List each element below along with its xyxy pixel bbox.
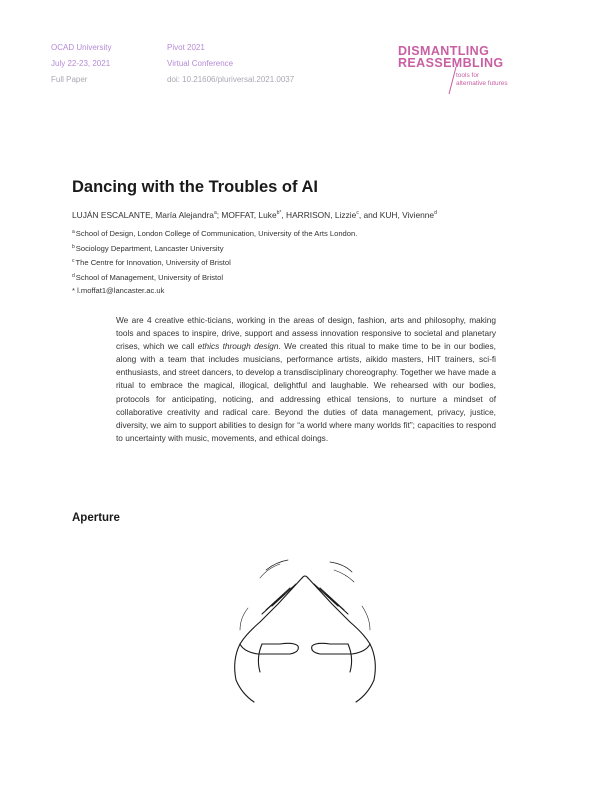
paper-title: Dancing with the Troubles of AI <box>72 178 318 196</box>
header-university: OCAD University <box>51 43 112 52</box>
abstract-emphasis: ethics through design <box>197 341 279 352</box>
header-column-venue <box>51 40 111 88</box>
header-conference-format: Virtual Conference <box>167 59 234 68</box>
section-heading-aperture: Aperture <box>72 512 120 524</box>
header-paper-type: Full Paper <box>51 75 88 84</box>
author-4: , and KUH, Vivienne <box>358 210 435 220</box>
logo-tagline-line2: alternative futures <box>456 80 508 87</box>
header-column-conference <box>167 40 294 88</box>
header-conference-name: Pivot 2021 <box>167 43 205 52</box>
author-3-affil-mark: c <box>356 210 359 216</box>
hands-triangle-illustration <box>210 548 400 708</box>
author-1: LUJÁN ESCALANTE, María Alejandra <box>72 210 214 220</box>
affiliation-item: $^d$School of Management, University of Bristol <box>72 272 224 282</box>
affiliation-item: $^b$Sociology Department, Lancaster University <box>72 243 224 253</box>
affiliation-item: $^c$The Centre for Innovation, University of Bristol <box>72 258 231 267</box>
logo-tagline <box>456 72 508 88</box>
corresponding-author-email[interactable]: * l.moffat1@lancaster.ac.uk <box>72 286 165 295</box>
abstract-paragraph: We are 4 creative ethic-ticians, working in the areas of design, fashion, arts and philosophy, making tools and spaces to inspire, drive, support and assess innovation responsive to societal and planetary crises, which we call ethics through design. We created this ritual to make time to be in our bodies, along with a team that includes musicians, performance artists, aikido masters, HIT trainers, sci-fi enthusiasts, and street dancers, to develop a transdisciplinary choreography. Together we have made a ritual to embrace the magical, illogical, delightful and laughable. We rehearsed with our bodies, protocols for anticipating, noticing, and addressing ethical tensions, to nurture a mindset of collaborative creativity and radical care. Beyond the duties of data management, privacy, justice, diversity, we aim to support abilities to design for “a world where many worlds fit”; capacities to respond to uncertainty with music, movements, and ethical doings. <box>116 315 496 443</box>
header-doi[interactable]: doi: 10.21606/pluriversal.2021.0037 <box>167 75 295 84</box>
affiliation-item: $^a$School of Design, London College of Communication, University of the Arts London. <box>72 229 358 238</box>
logo-tagline-line1: tools for <box>456 72 480 79</box>
conference-logo <box>398 42 558 92</box>
affiliation-list <box>72 226 357 298</box>
logo-line-reassembling: REASSEMBLING <box>398 56 504 70</box>
author-2: ; MOFFAT, Luke <box>216 210 277 220</box>
author-2-affil-mark: b* <box>276 210 282 216</box>
author-3: , HARRISON, Lizzie <box>281 210 357 220</box>
logo-line-dismantling: DISMANTLING <box>398 44 490 58</box>
author-1-affil-mark: a <box>213 210 217 216</box>
author-4-affil-mark: d <box>434 210 437 216</box>
author-list <box>72 210 437 220</box>
header-dates: July 22-23, 2021 <box>51 59 111 68</box>
